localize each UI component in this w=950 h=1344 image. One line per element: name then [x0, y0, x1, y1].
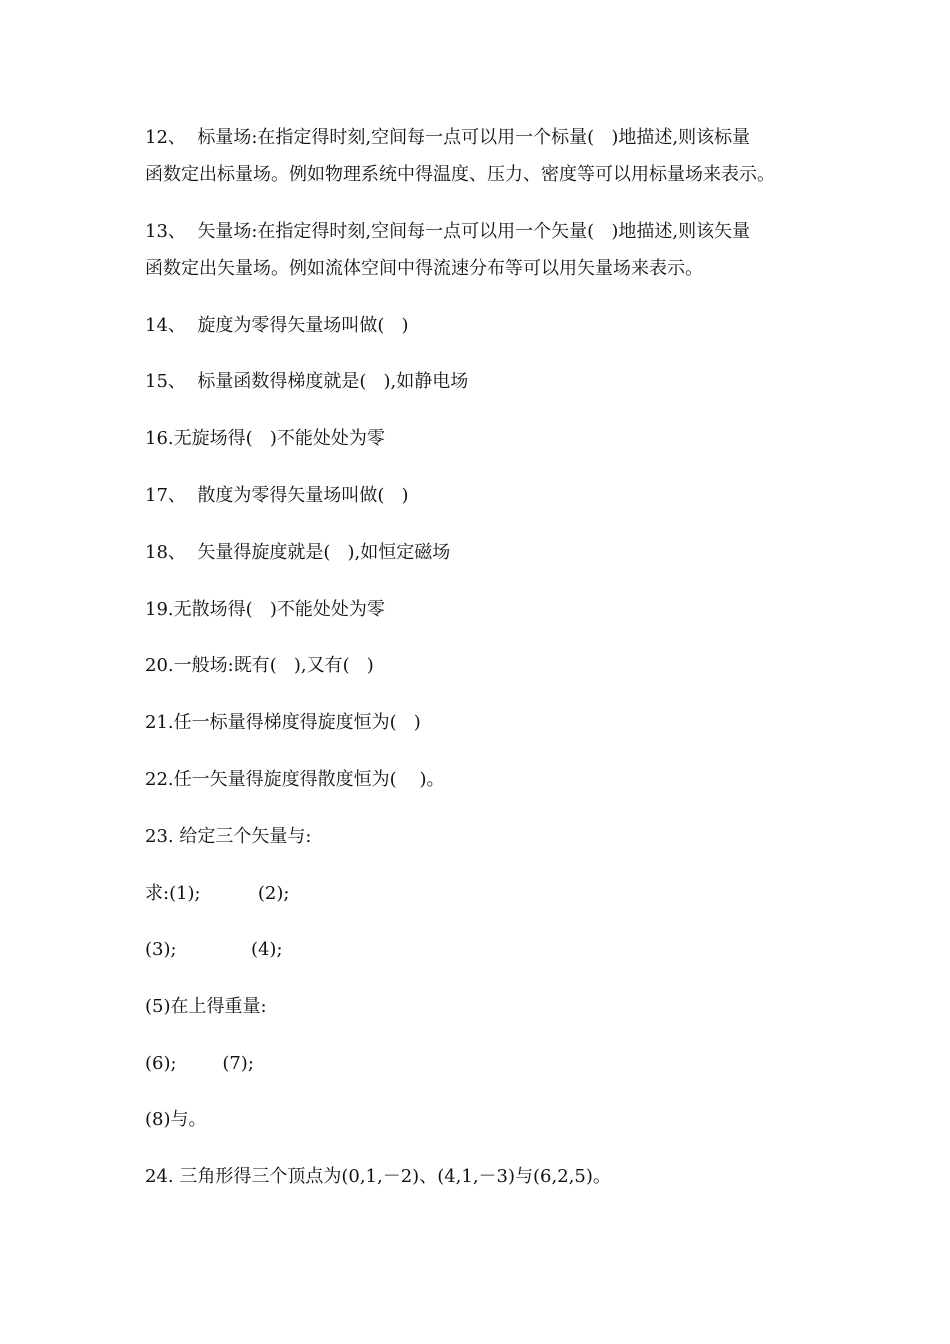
- q12-line2: 函数定出标量场。例如物理系统中得温度、压力、密度等可以用标量场来表示。: [145, 164, 775, 185]
- q23: 23. 给定三个矢量与:: [145, 826, 312, 847]
- q18: 18、 矢量得旋度就是( ),如恒定磁场: [145, 542, 451, 563]
- q17: 17、 散度为零得矢量场叫做( ): [145, 485, 409, 506]
- q15: 15、 标量函数得梯度就是( ),如静电场: [145, 371, 469, 392]
- q24: 24. 三角形得三个顶点为(0,1,－2)、(4,1,－3)与(6,2,5)。: [145, 1166, 611, 1187]
- q23-part2: (3); (4);: [145, 939, 283, 960]
- q13-line2: 函数定出矢量场。例如流体空间中得流速分布等可以用矢量场来表示。: [145, 258, 703, 279]
- q23-part3: (5)在上得重量:: [145, 996, 267, 1017]
- q12-line1: 12、 标量场:在指定得时刻,空间每一点可以用一个标量( )地描述,则该标量: [145, 127, 751, 148]
- q23-part5: (8)与。: [145, 1109, 207, 1130]
- q23-part1: 求:(1); (2);: [145, 883, 290, 904]
- q19: 19.无散场得( )不能处处为零: [145, 599, 385, 620]
- q13-line1: 13、 矢量场:在指定得时刻,空间每一点可以用一个矢量( )地描述,则该矢量: [145, 221, 751, 242]
- q14: 14、 旋度为零得矢量场叫做( ): [145, 315, 409, 336]
- q21: 21.任一标量得梯度得旋度恒为( ): [145, 712, 421, 733]
- q16: 16.无旋场得( )不能处处为零: [145, 428, 385, 449]
- q22: 22.任一矢量得旋度得散度恒为( )。: [145, 769, 445, 790]
- q20: 20.一般场:既有( ),又有( ): [145, 655, 374, 676]
- q23-part4: (6); (7);: [145, 1053, 254, 1074]
